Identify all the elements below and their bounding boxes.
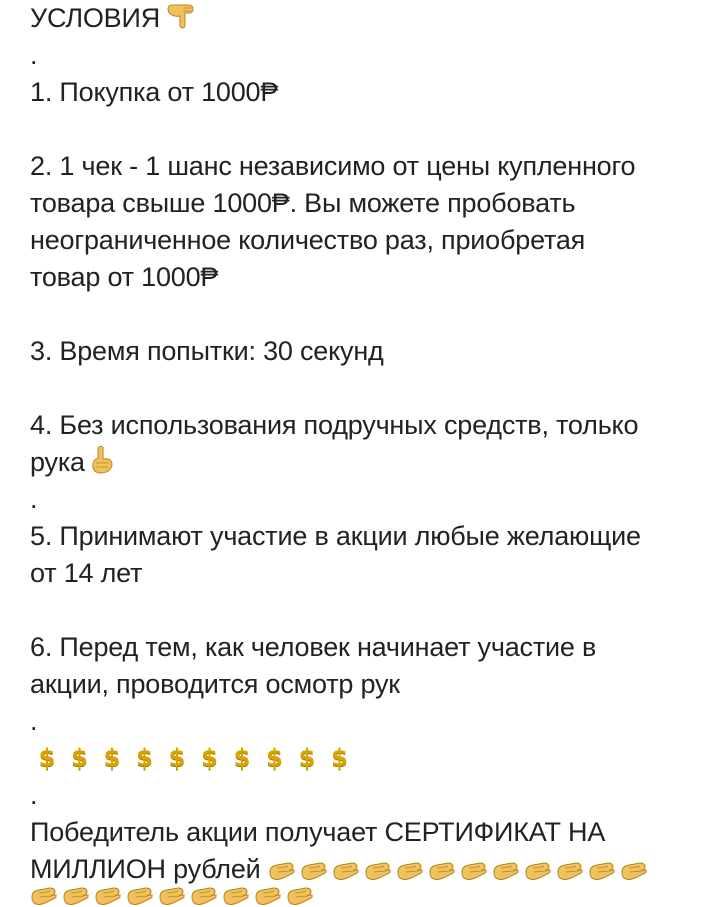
clapping-hands-icon bbox=[524, 860, 552, 882]
clapping-hands-icon bbox=[492, 860, 520, 882]
dollar-icon: $ bbox=[266, 744, 283, 772]
dollar-row bbox=[30, 740, 698, 777]
rule-6-line-2: акции, проводится осмотр рук bbox=[30, 669, 400, 699]
clapping-hands-icon bbox=[396, 860, 424, 882]
title-text: УСЛОВИЯ bbox=[30, 3, 160, 33]
dollar-icon: $ bbox=[201, 744, 218, 772]
clapping-hands-icon bbox=[286, 885, 314, 907]
rule-2-line-2: товара свыше 1000₱. Вы можете пробовать bbox=[30, 188, 576, 218]
clapping-hands-icon bbox=[158, 885, 186, 907]
clapping-hands-icon bbox=[94, 885, 122, 907]
rule-3: 3. Время попытки: 30 секунд bbox=[30, 336, 384, 366]
index-pointing-up-icon bbox=[89, 445, 115, 475]
rule-4-line-2 bbox=[30, 444, 698, 481]
separator-dot: . bbox=[30, 484, 38, 514]
clapping-hands-icon bbox=[62, 885, 90, 907]
backhand-index-pointing-down-icon bbox=[166, 3, 198, 29]
clapping-hands-icon bbox=[588, 860, 616, 882]
clap-row bbox=[268, 854, 652, 884]
dollar-icon: $ bbox=[233, 744, 251, 772]
clapping-hands-icon bbox=[332, 860, 360, 882]
rule-6-line-1: 6. Перед тем, как человек начинает участие в bbox=[30, 632, 597, 662]
clapping-hands-icon bbox=[268, 860, 296, 882]
rule-5-line-1: 5. Принимают участие в акции любые желающие bbox=[30, 521, 641, 551]
clapping-hands-icon bbox=[620, 860, 648, 882]
rule-4-line-1: 4. Без использования подручных средств, только bbox=[30, 410, 639, 440]
dollar-icon: $ bbox=[103, 744, 121, 772]
clapping-hands-icon bbox=[254, 885, 282, 907]
dollar-icon: $ bbox=[71, 744, 88, 772]
separator-dot: . bbox=[30, 706, 38, 736]
clapping-hands-icon bbox=[190, 885, 218, 907]
rule-2-line-4: товар от 1000₱ bbox=[30, 262, 219, 292]
clapping-hands-icon bbox=[300, 860, 328, 882]
clapping-hands-icon bbox=[460, 860, 488, 882]
dollar-icon: $ bbox=[136, 744, 153, 772]
rule-5-line-2: от 14 лет bbox=[30, 558, 143, 588]
separator-dot: . bbox=[30, 40, 38, 70]
rule-2-line-3: неограниченное количество раз, приобретая bbox=[30, 225, 586, 255]
clapping-hands-icon bbox=[30, 885, 58, 907]
clapping-hands-icon bbox=[428, 860, 456, 882]
rule-1: 1. Покупка от 1000₱ bbox=[30, 77, 279, 107]
dollar-icon: $ bbox=[168, 744, 186, 772]
prize-text: МИЛЛИОН рублей bbox=[30, 854, 261, 884]
dollar-icon: $ bbox=[298, 744, 316, 772]
dollar-icon: $ bbox=[38, 744, 56, 772]
clapping-hands-icon bbox=[126, 885, 154, 907]
rule-2-line-1: 2. 1 чек - 1 шанс независимо от цены купленного bbox=[30, 151, 636, 181]
title-line bbox=[30, 0, 698, 37]
rule-4-text: рука bbox=[30, 447, 85, 477]
post-content bbox=[30, 0, 698, 888]
clapping-hands-icon bbox=[556, 860, 584, 882]
clapping-hands-icon bbox=[364, 860, 392, 882]
prize-line-1: Победитель акции получает СЕРТИФИКАТ НА bbox=[30, 817, 606, 847]
clap-row bbox=[30, 885, 318, 907]
dollar-icon: $ bbox=[331, 744, 348, 772]
prize-line-2 bbox=[30, 851, 698, 888]
separator-dot: . bbox=[30, 780, 38, 810]
clapping-hands-icon bbox=[222, 885, 250, 907]
